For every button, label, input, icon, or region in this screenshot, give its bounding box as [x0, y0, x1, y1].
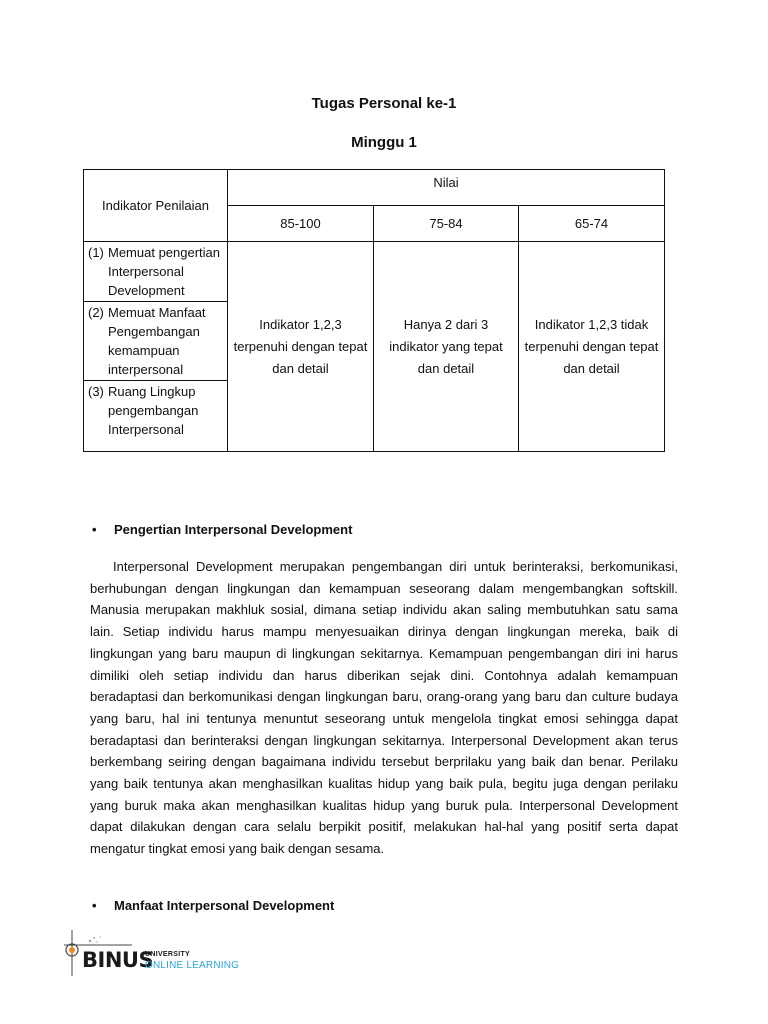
indicator-text: Memuat Manfaat Pengembangan kemampuan interpersonal	[108, 305, 206, 377]
indicator-header: Indikator Penilaian	[84, 170, 228, 242]
section-heading	[92, 898, 334, 913]
range-header: 75-84	[374, 206, 519, 242]
score-description: Indikator 1,2,3 tidak terpenuhi dengan tepat dan detail	[519, 242, 665, 452]
section-heading-text: Pengertian Interpersonal Development	[114, 522, 353, 537]
score-header: Nilai	[228, 170, 665, 206]
indicator-number: (2)	[88, 305, 104, 320]
indicator-list	[84, 242, 228, 452]
indicator-number: (1)	[88, 245, 104, 260]
indicator-item	[84, 381, 227, 440]
range-header: 85-100	[228, 206, 374, 242]
document-title: Tugas Personal ke-1	[311, 95, 457, 112]
indicator-text: Memuat pengertian Interpersonal Development	[108, 245, 221, 298]
indicator-item	[84, 242, 227, 302]
binus-logo	[52, 928, 252, 980]
range-header: 65-74	[519, 206, 665, 242]
bullet-icon: •	[92, 898, 97, 913]
week-title: Minggu 1	[351, 134, 417, 151]
logo-brand: BINUS	[82, 948, 154, 972]
section-heading	[92, 522, 352, 537]
rubric-table	[83, 169, 665, 452]
score-description: Indikator 1,2,3 terpenuhi dengan tepat dan detail	[228, 242, 374, 452]
section-heading-text: Manfaat Interpersonal Development	[114, 898, 335, 913]
indicator-text: Ruang Lingkup pengembangan Interpersonal	[108, 384, 199, 437]
indicator-number: (3)	[88, 384, 104, 399]
score-description: Hanya 2 dari 3 indikator yang tepat dan detail	[374, 242, 519, 452]
indicator-item	[84, 302, 227, 381]
body-paragraph: Interpersonal Development merupakan pengembangan diri untuk berinteraksi, berkomunikasi, berhubungan dengan lingkungan dan kemampuan seseorang dalam mengembangkan softskill. Manusia merupakan makhluk sosial, dimana setiap individu akan saling membutuhkan satu sama lain. Setiap individu harus mampu menyesuaikan dirinya dengan lingkungan mereka, baik di lingkungan yang baru maupun di lingkungan sekitarnya. Kemampuan pengembangan diri ini harus dimiliki oleh setiap individu dan harus diberikan sejak dini. Contohnya adalah kemampuan beradaptasi dan berkomunikasi dengan lingkungan baru, orang-orang yang baru dan culture budaya yang baru, hal ini tentunya menuntut seseorang untuk mengelola tingkat emosi sehingga dapat beradaptasi dan berinteraksi dengan lingkungan sekitarnya. Interpersonal Development akan terus berkembang seiring dengan bagaimana individu tersebut berprilaku yang baik dan benar. Perilaku yang baik tentunya akan menghasilkan kualitas hidup yang baik pula, begitu juga dengan perilaku yang buruk maka akan menghasilkan kualitas hidup yang buruk pula. Interpersonal Development dapat dilakukan dengan cara selalu berpikit positif, melakukan hal-hal yang positif serta dapat mengatur tingkat emosi yang baik dengan sesama.	[90, 559, 678, 857]
logo-university: UNIVERSITY	[145, 951, 191, 958]
bullet-icon: •	[92, 522, 97, 537]
logo-online-learning: ONLINE LEARNING	[145, 960, 240, 971]
